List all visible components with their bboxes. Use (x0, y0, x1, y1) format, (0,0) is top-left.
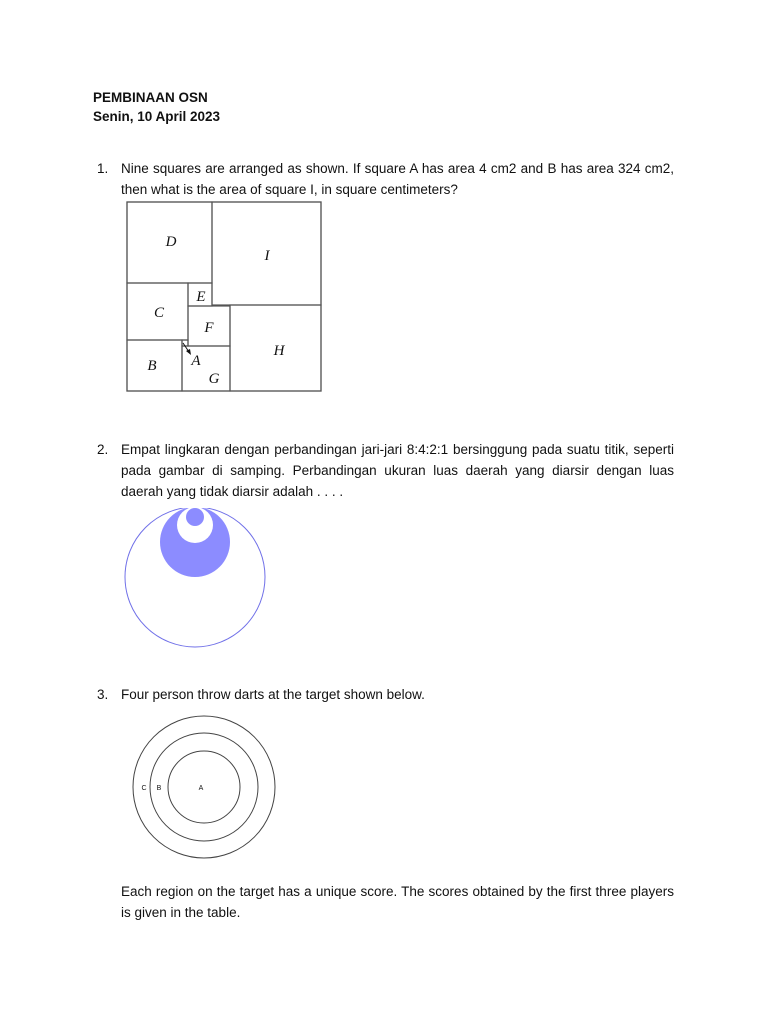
label-d: D (165, 234, 177, 250)
question-3-text: Four person throw darts at the target shown below. (121, 687, 425, 702)
question-1-text: Nine squares are arranged as shown. If square A has area 4 cm2 and B has area 324 cm2, then what is the area of square I, in square centimeters? (121, 161, 674, 197)
question-2-text: Empat lingkaran dengan perbandingan jari-jari 8:4:2:1 bersinggung pada suatu titik, seperti pada gambar di samping. Perbandingan ukuran luas daerah yang diarsir dengan luas daerah yang tidak diarsir adalah . . . . (121, 442, 674, 499)
target-ring-c (133, 716, 275, 858)
label-h: H (273, 343, 285, 359)
label-i: I (264, 248, 270, 264)
label-f: F (204, 320, 214, 336)
label-a: A (191, 353, 201, 369)
label-c: C (153, 305, 165, 321)
question-1-number: 1. (97, 161, 109, 176)
document-date: Senin, 10 April 2023 (93, 109, 221, 124)
nine-squares-figure (124, 199, 326, 395)
question-3-number: 3. (97, 687, 109, 702)
question-3-followup: Each region on the target has a unique score. The scores obtained by the first three players is given in the table. (121, 884, 674, 920)
target-ring-a (168, 751, 240, 823)
target-ring-b (150, 733, 258, 841)
target-label-b: B (156, 785, 162, 792)
label-g: G (208, 371, 220, 387)
label-e: E (196, 289, 206, 305)
question-2-number: 2. (97, 442, 109, 457)
document-title: PEMBINAAN OSN (93, 90, 208, 105)
target-label-a: A (198, 785, 204, 792)
circle-r1-shaded (186, 508, 204, 526)
tangent-circles-figure (120, 508, 270, 648)
label-b: B (147, 358, 157, 374)
dart-target-figure (131, 715, 281, 861)
target-label-c: C (141, 785, 147, 792)
square-a-pointer (183, 343, 191, 355)
